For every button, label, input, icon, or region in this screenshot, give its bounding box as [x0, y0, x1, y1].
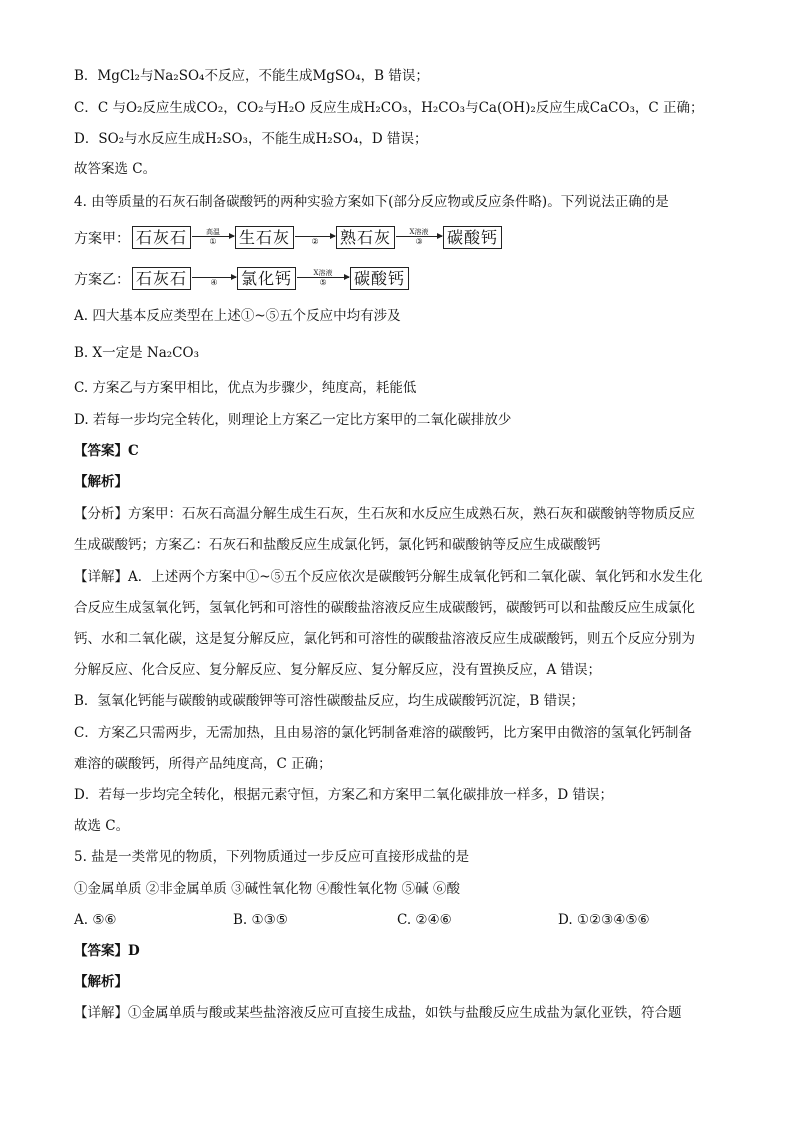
question-4-stem: 4. 由等质量的石灰石制备碳酸钙的两种实验方案如下(部分反应物或反应条件略)。下列说法正确的是 [74, 194, 669, 210]
detail-line: 合反应生成氢氧化钙，氢氧化钙和可溶性的碳酸盐溶液反应生成碳酸钙，碳酸钙可以和盐酸反应生成氯化 [74, 600, 695, 616]
reaction-arrow [192, 228, 234, 247]
arrow-step-number: ③ [415, 237, 423, 246]
arrow-line [396, 236, 442, 237]
analysis-heading: 【解析】 [74, 474, 128, 490]
substance-box: 石灰石 [132, 226, 191, 249]
option-a: A. 四大基本反应类型在上述①~⑤五个反应中均有涉及 [74, 308, 401, 324]
detail-line: 【详解】A．上述两个方案中①~⑤五个反应依次是碳酸钙分解生成氧化钙和二氧化碳、氧化钙和水发生化 [74, 569, 703, 585]
substance-box: 氯化钙 [237, 267, 296, 290]
scheme-a-diagram [74, 226, 502, 249]
question-5-items: ①金属单质 ②非金属单质 ③碱性氧化物 ④酸性氧化物 ⑤碱 ⑥酸 [74, 881, 460, 897]
answer-label: 【答案】C [74, 443, 139, 459]
reaction-arrow [295, 228, 335, 247]
conclusion-line: 故选 C。 [74, 818, 130, 834]
option-a: A. ⑤⑥ [74, 912, 117, 928]
option-d: D. 若每一步均完全转化，则理论上方案乙一定比方案甲的二氧化碳排放少 [74, 412, 512, 428]
option-c: C. ②④⑥ [397, 912, 452, 928]
scheme-b-diagram [74, 267, 409, 290]
detail-line: 难溶的碳酸钙，所得产品纯度高，C 正确； [74, 756, 332, 772]
detail-line: 钙、水和二氧化碳，这是复分解反应，氯化钙和可溶性的碳酸盐溶液反应生成碳酸钙，则五个反应分别为 [74, 631, 695, 647]
analysis-line: 【分析】方案甲：石灰石高温分解生成生石灰，生石灰和水反应生成熟石灰，熟石灰和碳酸钠等物质反应 [74, 506, 695, 522]
question-5-stem: 5. 盐是一类常见的物质，下列物质通过一步反应可直接形成盐的是 [74, 849, 470, 865]
arrow-condition: 高温 [206, 228, 221, 236]
arrow-line [297, 277, 349, 278]
substance-box: 石灰石 [132, 267, 191, 290]
detail-line: D．若每一步均完全转化，根据元素守恒，方案乙和方案甲二氧化碳排放一样多，D 错误； [74, 787, 613, 803]
option-d: D. ①②③④⑤⑥ [558, 912, 650, 928]
substance-box: 熟石灰 [336, 226, 395, 249]
answer-label: 【答案】D [74, 943, 140, 959]
option-c: C. 方案乙与方案甲相比，优点为步骤少，纯度高，耗能低 [74, 380, 417, 396]
arrow-step-number: ② [311, 237, 319, 246]
detail-line: B．氢氧化钙能与碳酸钠或碳酸钾等可溶性碳酸盐反应，均生成碳酸钙沉淀，B 错误； [74, 693, 585, 709]
arrow-step-number: ④ [210, 278, 218, 287]
reaction-arrow [192, 269, 236, 288]
text-line: 故答案选 C。 [74, 161, 157, 177]
arrow-step-number: ① [209, 237, 217, 246]
arrow-line [192, 277, 236, 278]
substance-box: 碳酸钙 [443, 226, 502, 249]
scheme-a-label: 方案甲： [74, 230, 130, 247]
text-line: C．C 与O₂反应生成CO₂，CO₂与H₂O 反应生成H₂CO₃，H₂CO₃与Ca(OH)₂反应生成CaCO₃，C 正确； [74, 100, 704, 116]
detail-line: C．方案乙只需两步，无需加热，且由易溶的氯化钙制备难溶的碳酸钙，比方案甲由微溶的氢氧化钙制备 [74, 725, 692, 741]
scheme-b-label: 方案乙： [74, 271, 130, 288]
arrow-condition: X溶液 [409, 228, 429, 236]
substance-box: 生石灰 [235, 226, 294, 249]
arrow-line [295, 236, 335, 237]
option-b: B. ①③⑤ [233, 912, 288, 928]
arrow-step-number: ⑤ [319, 278, 327, 287]
reaction-arrow [297, 269, 349, 288]
detail-line: 分解反应、化合反应、复分解反应、复分解反应、复分解反应，没有置换反应，A 错误； [74, 662, 602, 678]
text-line: B．MgCl₂与Na₂SO₄不反应，不能生成MgSO₄，B 错误； [74, 68, 429, 84]
analysis-line: 生成碳酸钙；方案乙：石灰石和盐酸反应生成氯化钙，氯化钙和碳酸钠等反应生成碳酸钙 [74, 537, 601, 553]
analysis-heading: 【解析】 [74, 974, 128, 990]
text-line: D．SO₂与水反应生成H₂SO₃，不能生成H₂SO₄，D 错误； [74, 131, 428, 147]
reaction-arrow [396, 228, 442, 247]
arrow-line [192, 236, 234, 237]
detail-line: 【详解】①金属单质与酸或某些盐溶液反应可直接生成盐，如铁与盐酸反应生成盐为氯化亚铁，符合题 [74, 1005, 682, 1021]
substance-box: 碳酸钙 [350, 267, 409, 290]
option-b: B. X一定是 Na₂CO₃ [74, 345, 199, 361]
arrow-condition: X溶液 [313, 269, 333, 277]
